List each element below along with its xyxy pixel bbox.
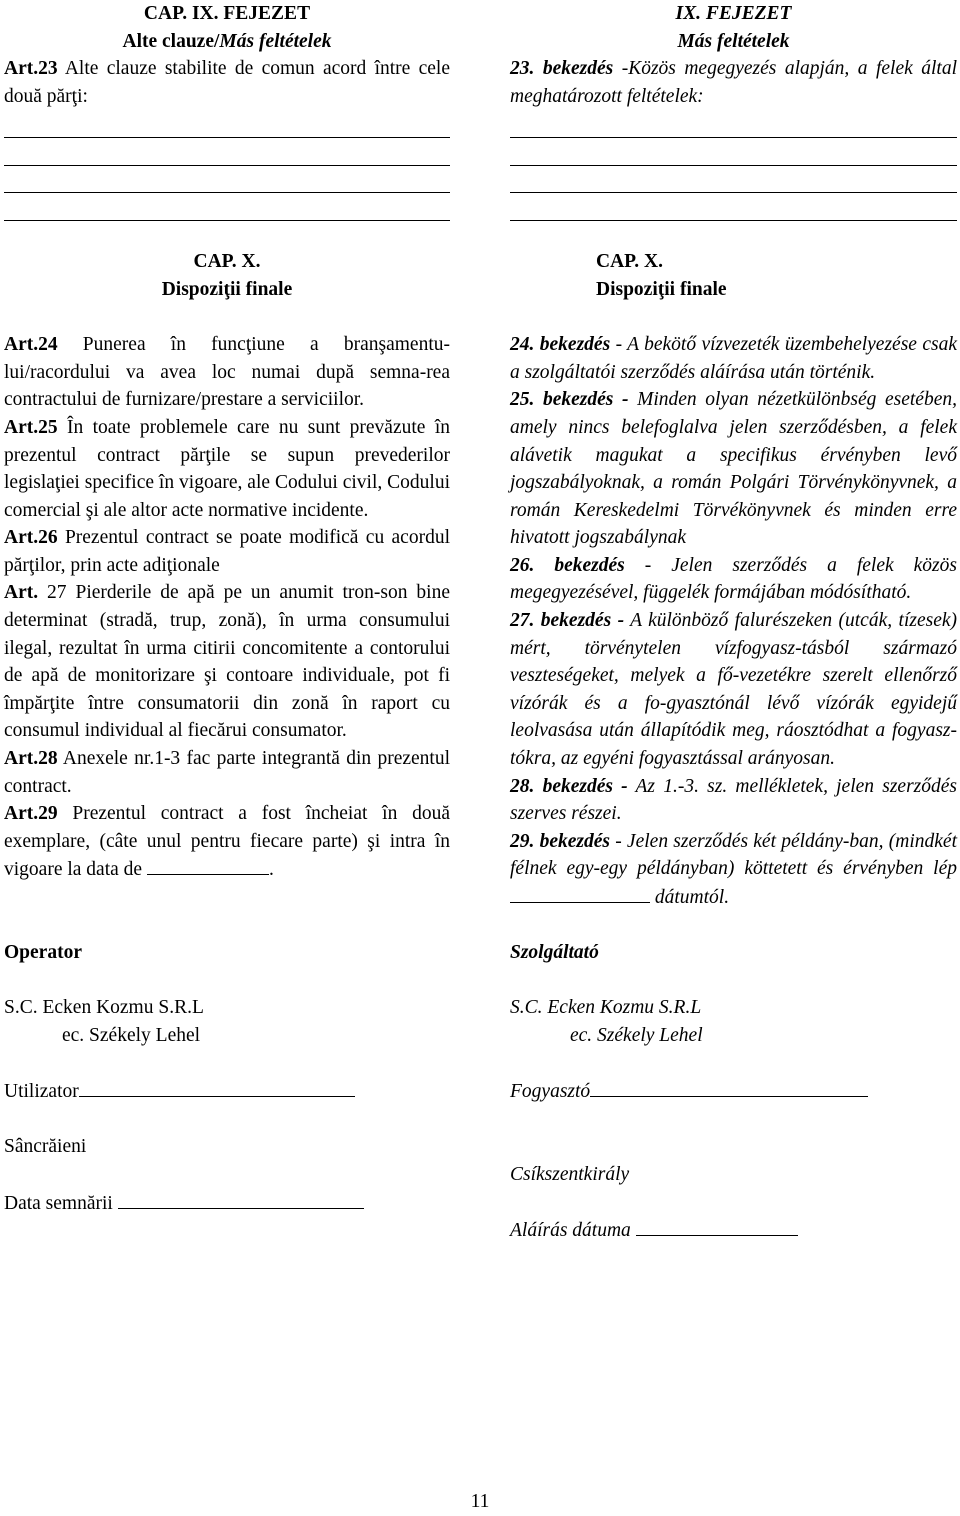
article-29 (4, 800, 450, 884)
sign-date-label-hu: Aláírás dátuma (510, 1220, 631, 1242)
chapter9-title: CAP. IX. FEJEZET (143, 3, 311, 24)
locality-hu: Csíkszentkirály (510, 1163, 630, 1185)
par24-text: - A bekötő vízvezeték üzembehelyezése csak a szolgáltatói szerződés aláírása után történik. (510, 334, 957, 383)
art27-text: 27 Pierderile de apă pe un anumit tron-son bine determinat (stradă, trup, zonă), în urma consumului ilegal, rezultat în urma citirii concomitente a contorului de apă de monitorizare şi contoare individuale, pot fi împărţite între consumatorii din zonă în raport cu consumul individual al fiecărui consumator. (4, 582, 450, 742)
chapter9-subtitle (4, 28, 450, 56)
sign-date (4, 1189, 450, 1218)
paragraph-26 (510, 552, 957, 607)
art28-text: Anexele nr.1-3 fac parte integrantă din prezentul contract. (4, 748, 450, 797)
page-number: 11 (470, 1491, 490, 1512)
blank-line (4, 193, 450, 221)
sign-date-hu (510, 1216, 957, 1245)
article-25 (4, 414, 450, 524)
art29-end: . (268, 859, 274, 881)
paragraph-27 (510, 607, 957, 773)
chapter10-subtitle: Dispoziţii finale (161, 278, 293, 300)
par27-label: 27. bekezdés - (510, 610, 625, 632)
chapter9-sub-ro: Alte clauze/ (122, 30, 220, 52)
par29-label: 29. bekezdés (510, 830, 610, 852)
chapter9-sub-hu: Más feltételek (219, 30, 332, 52)
user-signature (4, 1077, 450, 1106)
chapter9-subtitle-hu: Más feltételek (677, 30, 790, 52)
art29-label: Art.29 (4, 803, 58, 825)
par23-text: -Közös megegyezés alapján, a felek által meghatározott feltételek: (510, 58, 957, 107)
art26-text: Prezentul contract se poate modifică cu acordul părţilor, prin acte adiţionale (4, 527, 450, 576)
operator-label: Operator (4, 942, 82, 964)
paragraph-25 (510, 386, 957, 552)
par28-label: 28. bekezdés - (510, 775, 628, 797)
blank-line (4, 110, 450, 138)
provider-label: Szolgáltató (510, 942, 599, 964)
effective-date-blank[interactable] (510, 883, 650, 903)
representative-hu: ec. Székely Lehel (570, 1024, 703, 1046)
par24-label: 24. bekezdés (510, 334, 611, 356)
article-27 (4, 579, 450, 745)
par27-text: A különböző falurészeken (utcák, tízesek) mért, törvénytelen vízfogyasz-tásból származó veszteségeket, melyek a fő-vezetékre szerelt ellenőrző vízórák és a fo-gyasztónál lévő vízórák egyidejű leolvasása után állapítódik meg, ráosztódhat a fogyasz-tókra, az egyéni fogyasztással arányosan. (510, 610, 957, 770)
paragraph-28 (510, 773, 957, 828)
article-28 (4, 745, 450, 800)
chapter10-subtitle-hu: Dispoziţii finale (596, 278, 727, 300)
paragraph-24 (510, 331, 957, 386)
article-24 (4, 331, 450, 414)
blank-line (4, 166, 450, 194)
par26-text: - Jelen szerződés a felek közös megegyezésével, függelék formájában módósítható. (510, 554, 957, 604)
locality: Sâncrăieni (4, 1136, 87, 1158)
consumer-signature (510, 1077, 957, 1106)
art25-label: Art.25 (4, 416, 58, 438)
article-26 (4, 524, 450, 579)
user-signature-blank[interactable] (79, 1077, 355, 1097)
user-label: Utilizator (4, 1081, 79, 1103)
par23-label: 23. bekezdés (510, 58, 614, 80)
representative: ec. Székely Lehel (62, 1024, 201, 1046)
blank-line (510, 138, 957, 166)
art24-text: Punerea în funcţiune a branşamentu-lui/racordului va avea loc numai după semna-rea contractului de furnizare/prestare a serviciilor. (4, 334, 450, 411)
art29-text: Prezentul contract a fost încheiat în două exemplare, (câte unul pentru fiecare parte) şi intra în vigoare la data de (4, 803, 450, 881)
sign-date-blank[interactable] (118, 1189, 364, 1209)
sign-date-blank-hu[interactable] (636, 1216, 798, 1236)
paragraph-29 (510, 828, 957, 912)
blank-line (4, 138, 450, 166)
chapter10-title: CAP. X. (193, 251, 261, 273)
chapter10-title-hu: CAP. X. (596, 251, 663, 273)
par26-label: 26. bekezdés (510, 554, 625, 576)
left-column (4, 0, 450, 1217)
art25-text: În toate problemele care nu sunt prevăzute în prezentul contract părţile se supun prevederilor legislaţiei specifice în vigoare, ale Codului civil, Codului comercial şi ale altor acte normative incidente. (4, 416, 450, 521)
company-name: S.C. Ecken Kozmu S.R.L (4, 997, 204, 1019)
art23-text: Alte clauze stabilite de comun acord între cele două părţi: (4, 58, 450, 107)
par28-text: Az 1.-3. sz. mellékletek, jelen szerződés szerves részei. (510, 775, 957, 825)
art26-label: Art.26 (4, 527, 58, 549)
par25-text: Minden olyan nézetkülönbség esetében, amely nincs belefoglalva jelen szerződésben, a felek alávetik magukat a specifikus érvényben levő jogszabályoknak, a román Polgári Törvénykönyvnek, a román Kereskedelmi Törvékönyvnek és minden erre hivatott jogszabálynak (510, 389, 957, 549)
paragraph-23 (510, 55, 957, 110)
art24-label: Art.24 (4, 334, 58, 356)
sign-date-label: Data semnării (4, 1192, 113, 1214)
art28-label: Art.28 (4, 748, 58, 770)
blank-line (510, 110, 957, 138)
par25-label: 25. bekezdés - (510, 389, 629, 411)
consumer-signature-blank[interactable] (590, 1077, 868, 1097)
company-name-hu: S.C. Ecken Kozmu S.R.L (510, 997, 702, 1019)
art23-label: Art.23 (4, 58, 58, 80)
par29-text: - Jelen szerződés két példány-ban, (mindkét félnek egy-egy példányban) köttetett és érvényben lép (510, 830, 957, 880)
consumer-label: Fogyasztó (510, 1081, 591, 1103)
article-23 (4, 55, 450, 110)
right-column (510, 0, 957, 1245)
chapter9-title-hu: IX. FEJEZET (675, 3, 792, 24)
art27-label: Art. (4, 582, 39, 604)
blank-line (510, 166, 957, 194)
date-blank[interactable] (147, 855, 269, 875)
par29-end: dátumtól. (650, 887, 730, 908)
blank-line (510, 193, 957, 221)
